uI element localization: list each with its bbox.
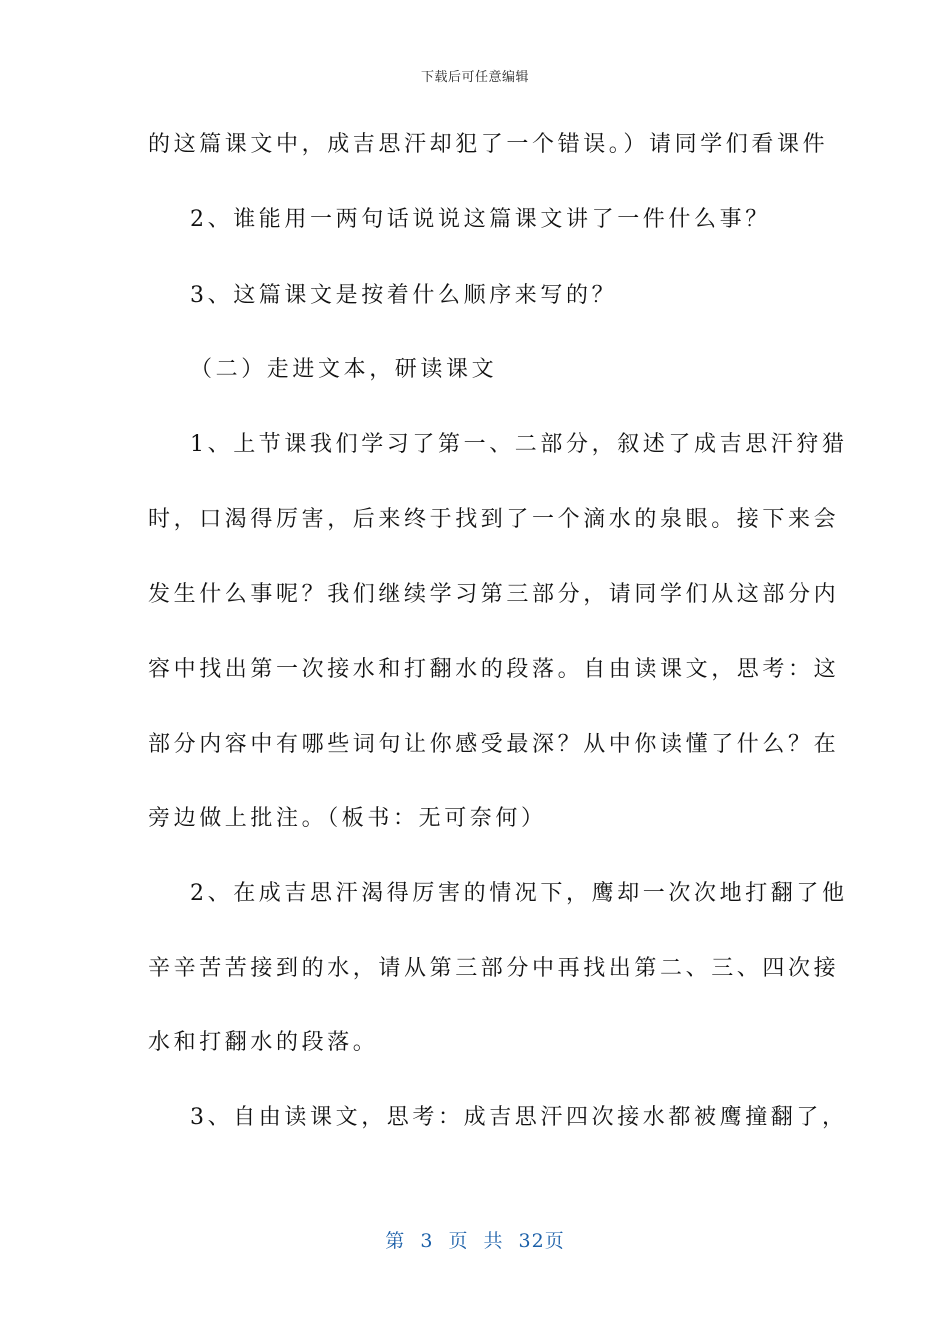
text-line: 辛辛苦苦接到的水，请从第三部分中再找出第二、三、四次接 [148,956,840,981]
text-line: 3、自由读课文，思考：成吉思汗四次接水都被鹰撞翻了， [190,1105,848,1130]
page-header: 下载后可任意编辑 [420,70,529,85]
text-line: 发生什么事呢？我们继续学习第三部分，请同学们从这部分内 [148,582,840,607]
page-footer: 第 3 页 共 32页 [385,1230,565,1252]
text-line: 的这篇课文中，成吉思汗却犯了一个错误。）请同学们看课件 [148,132,829,157]
text-line: 2、谁能用一两句话说说这篇课文讲了一件什么事？ [190,207,771,232]
text-line: 1、上节课我们学习了第一、二部分，叙述了成吉思汗狩猎 [190,432,848,457]
section-heading: （二）走进文本，研读课文 [190,357,498,382]
text-line: 水和打翻水的段落。 [148,1030,379,1055]
text-line: 2、在成吉思汗渴得厉害的情况下，鹰却一次次地打翻了他 [190,881,848,906]
text-line: 容中找出第一次接水和打翻水的段落。自由读课文，思考：这 [148,657,840,682]
text-line: 时，口渴得厉害，后来终于找到了一个滴水的泉眼。接下来会 [148,507,840,532]
text-line: 旁边做上批注。（板书：无可奈何） [148,806,547,831]
text-line: 3、这篇课文是按着什么顺序来写的？ [190,283,618,308]
text-line: 部分内容中有哪些词句让你感受最深？从中你读懂了什么？在 [148,732,840,757]
